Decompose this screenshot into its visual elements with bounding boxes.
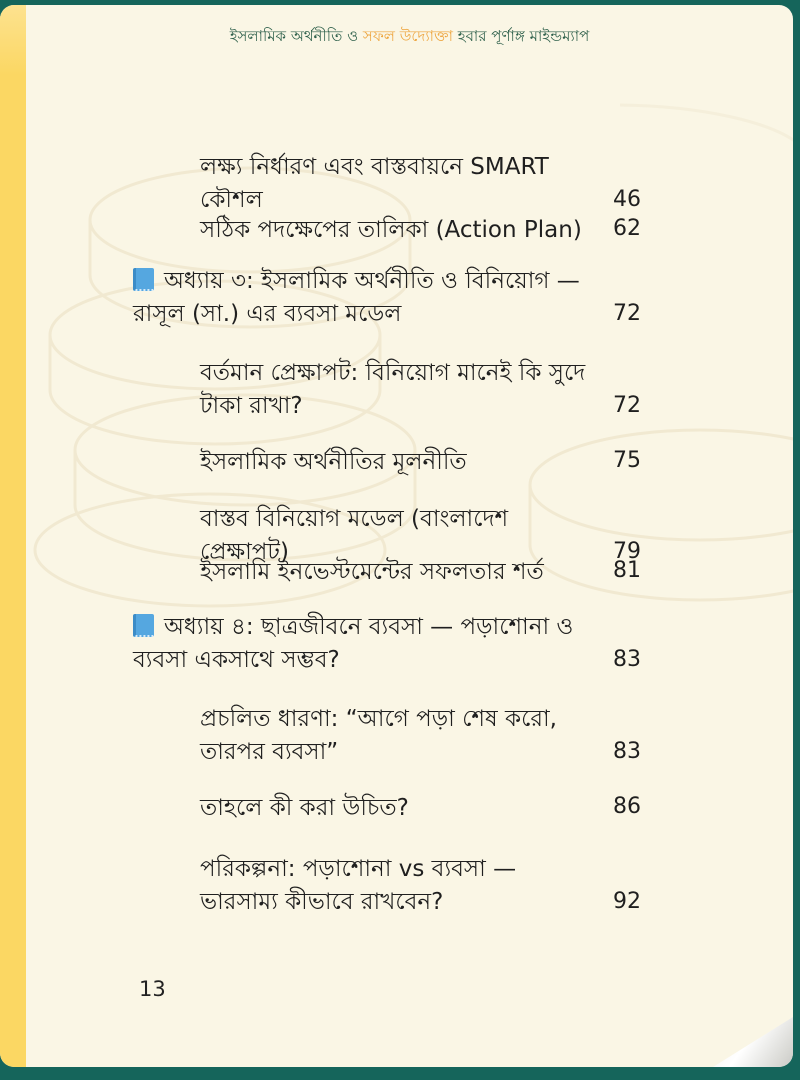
- toc-entry-title: প্রচলিত ধারণা: “আগে পড়া শেষ করো, তারপর ব্যবসা”: [200, 706, 557, 766]
- toc-entry-title: ইসলামি ইনভেস্টমেন্টের সফলতার শর্ত: [200, 558, 544, 585]
- toc-entry-title: লক্ষ্য নির্ধারণ এবং বাস্তবায়নে SMART কৌশল: [200, 154, 549, 214]
- blue-book-icon: [133, 614, 154, 637]
- toc-entry-page-number: 83: [613, 646, 641, 672]
- toc-sub-entry: [0, 791, 641, 825]
- toc-entry-page-number: 86: [613, 794, 641, 819]
- toc-entry-title: বর্তমান প্রেক্ষাপট: বিনিয়োগ মানেই কি সুদে টাকা রাখা?: [200, 360, 586, 420]
- toc-chapter-entry: [0, 611, 641, 677]
- running-header-text-green: ইসলামিক অর্থনীতি ও: [229, 27, 363, 45]
- toc-sub-entry: [0, 357, 641, 423]
- running-header-text-orange: সফল উদ্যোক্তা: [362, 27, 453, 45]
- toc-entry-title: অধ্যায় ৩: ইসলামিক অর্থনীতি ও বিনিয়োগ — রাসূল (সা.) এর ব্যবসা মডেল: [133, 268, 580, 328]
- toc-entry-title: সঠিক পদক্ষেপের তালিকা (Action Plan): [200, 216, 582, 243]
- book-page: [0, 5, 793, 1067]
- running-header-text-green-2: হবার পূর্ণাঙ্গ মাইন্ডম্যাপ: [452, 27, 590, 45]
- toc-entry-title: বাস্তব বিনিয়োগ মডেল (বাংলাদেশ প্রেক্ষাপট): [200, 506, 509, 566]
- table-of-contents: [0, 5, 793, 1067]
- toc-sub-entry: [0, 853, 641, 919]
- toc-sub-entry: [0, 703, 641, 769]
- toc-sub-entry: [0, 555, 641, 589]
- blue-book-icon: [133, 268, 154, 291]
- toc-entry-page-number: 83: [613, 738, 641, 764]
- page-number-folio: 13: [139, 977, 166, 1001]
- toc-entry-title: তাহলে কী করা উচিত?: [200, 794, 409, 821]
- toc-entry-page-number: 75: [613, 448, 641, 473]
- toc-entry-page-number: 79: [613, 538, 641, 564]
- toc-entry-page-number: 46: [613, 186, 641, 212]
- toc-entry-page-number: 81: [613, 558, 641, 583]
- toc-entry-title: অধ্যায় ৪: ছাত্রজীবনে ব্যবসা — পড়াশোনা ও ব্যবসা একসাথে সম্ভব?: [133, 614, 574, 674]
- toc-entry-title: ইসলামিক অর্থনীতির মূলনীতি: [200, 448, 467, 475]
- toc-entry-page-number: 72: [613, 392, 641, 418]
- toc-entry-title: পরিকল্পনা: পড়াশোনা vs ব্যবসা — ভারসাম্য কীভাবে রাখবেন?: [200, 856, 517, 916]
- toc-entry-page-number: 72: [613, 300, 641, 326]
- toc-entry-page-number: 92: [613, 888, 641, 914]
- toc-sub-entry: [0, 213, 641, 247]
- toc-sub-entry: [0, 151, 641, 217]
- toc-sub-entry: [0, 445, 641, 479]
- toc-chapter-entry: [0, 265, 641, 331]
- toc-entry-page-number: 62: [613, 216, 641, 241]
